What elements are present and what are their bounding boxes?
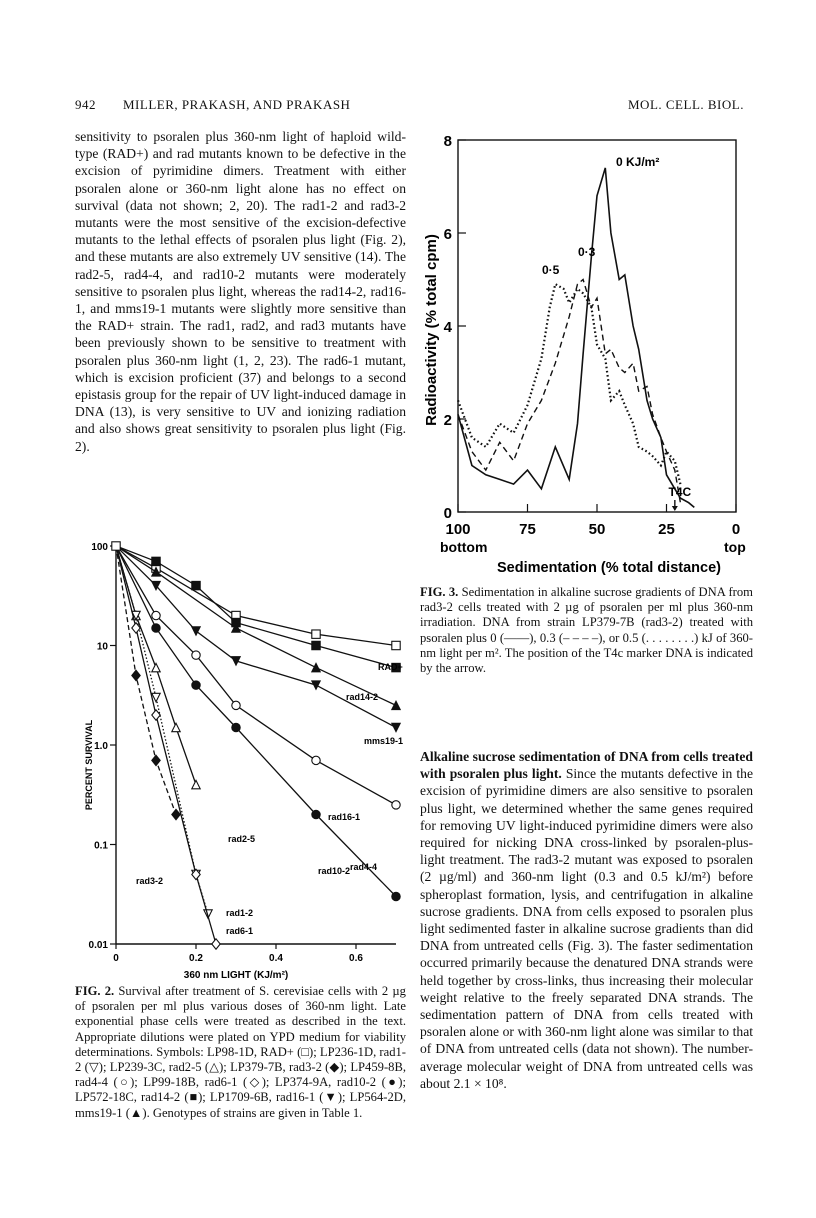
- fig2-label-rad10-2: rad10-2: [318, 866, 351, 876]
- fig3-x-end-top: top: [724, 539, 746, 555]
- fig2-x-tick-label: 0: [113, 953, 119, 964]
- fig2-marker-circle: [192, 681, 200, 689]
- fig3-x-axis-label: Sedimentation (% total distance): [497, 560, 721, 576]
- fig2-label-rad4-4: rad4-4: [350, 862, 378, 872]
- fig2-label-rad14-2: rad14-2: [346, 692, 379, 702]
- fig3-label-0: 0 KJ/m²: [616, 155, 660, 169]
- running-authors: MILLER, PRAKASH, AND PRAKASH: [123, 97, 351, 112]
- fig3-series-0: [458, 168, 694, 508]
- fig2-label-rad-plus: RAD+: [378, 662, 403, 672]
- fig3-x-tick-label: 50: [588, 521, 606, 538]
- fig2-marker-square: [192, 581, 200, 589]
- fig3-x-tick-label: 100: [445, 521, 471, 538]
- fig2-marker-circle: [232, 723, 240, 731]
- fig2-labels: [136, 662, 403, 936]
- fig2-x-tick-label: 0.4: [269, 953, 283, 964]
- fig3-curves: [458, 168, 694, 508]
- fig2-marker-diamond: [172, 809, 180, 819]
- fig2-y-tick-label: 100: [91, 542, 108, 553]
- fig3-x-tick-label: 75: [519, 521, 536, 538]
- fig2-x-axis-label: 360 nm LIGHT (KJ/m²): [183, 970, 289, 980]
- fig3-x-tick-label: 25: [658, 521, 675, 538]
- fig2-marker-square: [112, 542, 120, 550]
- page-number: 942: [75, 97, 96, 112]
- fig2-marker-triangle-down: [312, 681, 320, 689]
- fig2-caption-label: FIG. 2.: [75, 984, 115, 998]
- fig2-y-axis-label: PERCENT SURVIVAL: [84, 719, 94, 811]
- fig3-x-tick-label: 0: [731, 521, 741, 538]
- fig3-y-axis-label: Radioactivity (% total cpm): [423, 234, 440, 426]
- fig2-marker-triangle: [172, 723, 180, 731]
- fig2-marker-diamond: [212, 939, 220, 949]
- body-paragraph-right: [420, 748, 753, 1092]
- fig2-marker-circle: [152, 611, 160, 619]
- fig2-label-rad6-1: rad6-1: [226, 926, 254, 936]
- fig2-y-tick-label: 0.1: [94, 840, 108, 852]
- fig2-marker-square: [152, 557, 160, 565]
- fig2-marker-circle: [192, 651, 200, 659]
- fig2-marker-triangle: [192, 780, 200, 788]
- fig2-marker-diamond: [132, 670, 140, 680]
- fig3-label-1: 0·3: [578, 245, 596, 259]
- fig2-marker-circle: [392, 892, 400, 900]
- section-paragraph: Since the mutants defective in the excision of pyrimidine dimers are also sensitive to psoralen plus light, we determined whether the same genes required for removing UV light-induced pyrimidine dimers were also required for nicking DNA cross-linked by psoralen-plus-light treatment. The rad3-2 mutant was exposed to psoralen (2 µg/ml) and 360-nm light (0.3 and 0.5 kJ/m²) before spheroplast formation, lysis, and centrifugation in alkaline sucrose gradients. DNA from cells exposed to psoralen plus light sedimented faster in alkaline sucrose gradients than did DNA from untreated cells (Fig. 3). The faster sedimentation occurred primarily because the denatured DNA strands were held together by cross-links, thus increasing their molecular weight relative to the freely separated DNA strands. The sedimentation pattern of DNA from cells treated with psoralen alone or with 360-nm light alone was similar to that of DNA from untreated cells (data not shown). The number-average molecular weight of DNA from untreated cells was about 2.1 × 10⁸.: [420, 766, 753, 1091]
- journal-name: MOL. CELL. BIOL.: [628, 97, 744, 112]
- fig2-marker-triangle: [312, 663, 320, 671]
- fig3-caption: [420, 585, 753, 676]
- fig2-marker-circle: [232, 701, 240, 709]
- fig2-y-tick-label: 10: [96, 641, 108, 653]
- fig2-y-tick-label: 0.01: [88, 940, 108, 951]
- fig2-marker-square: [312, 641, 320, 649]
- fig2-curves: [112, 542, 400, 949]
- fig3-y-tick-label: 2: [443, 412, 452, 429]
- fig2-label-rad16-1: rad16-1: [328, 812, 361, 822]
- fig3-y-tick-label: 0: [443, 505, 452, 522]
- fig3-y-tick-label: 8: [443, 133, 452, 150]
- fig2-survival-chart: [78, 536, 408, 980]
- body-paragraph-left: sensitivity to psoralen plus 360-nm light of haploid wild-type (RAD+) and rad mutants known to be defective in the excision of pyrimidine dimers. Treatment with either psoralen alone or 360-nm light alone has no effect on survival (data not shown; 2, 20). The rad1-2 and rad3-2 mutants were the most sensitive of the excision-defective mutants to the lethal effects of psoralen plus light (Fig. 2), and these mutants are also extremely UV sensitive (14). The rad2-5, rad4-4, and rad10-2 mutants were moderately sensitive to psoralen plus light, whereas the rad14-2, rad16-1, and mms19-1 mutants were slightly more sensitive than the RAD+ strain. The rad1, rad2, and rad3 mutants have been previously shown to be sensitive to treatment with psoralen plus 360-nm light (1, 2, 23). The rad6-1 mutant, which is excision proficient (37) and belongs to a second epistasis group for the repair of UV light-induced damage in DNA (13), is very sensitive to UV and ionizing radiation and also shows great sensitivity to psoralen plus light (Fig. 2).: [75, 129, 406, 454]
- fig2-y-tick-label: 1.0: [94, 741, 108, 752]
- fig3-series-1: [458, 280, 680, 503]
- fig2-series-rad3-2: [116, 546, 176, 815]
- fig3-x-end-bottom: bottom: [440, 539, 488, 555]
- fig2-marker-triangle: [152, 663, 160, 671]
- fig2-marker-circle: [312, 756, 320, 764]
- fig2-marker-square: [392, 641, 400, 649]
- fig3-axes: [423, 133, 746, 576]
- fig2-marker-triangle-down: [232, 657, 240, 665]
- fig3-marker-arrowhead: [672, 506, 678, 511]
- fig2-x-tick-label: 0.2: [189, 953, 203, 964]
- fig3-sedimentation-chart: [418, 128, 758, 578]
- fig3-y-tick-label: 6: [443, 226, 452, 243]
- fig2-marker-square: [312, 630, 320, 638]
- fig2-label-rad3-2: rad3-2: [136, 876, 164, 886]
- fig2-caption-text: Survival after treatment of S. cerevisiae cells with 2 µg of psoralen per ml plus various doses of 360-nm light. Late exponential phase cells were treated as described in the text. Appropriate dilutions were plated on YPD medium for viability determinations. Symbols: LP98-1D, RAD+ (□); LP236-1D, rad1-2 (▽); LP239-3C, rad2-5 (△); LP379-7B, rad3-2 (◆); LP459-8B, rad4-4 (○); LP99-18B, rad6-1 (◇); LP374-9A, rad10-2 (●); LP572-18C, rad14-2 (■); LP1709-6B, rad16-1 (▼); LP564-2D, mms19-1 (▲). Genotypes of strains are given in Table 1.: [75, 984, 406, 1120]
- fig3-caption-text: Sedimentation in alkaline sucrose gradients of DNA from rad3-2 cells treated with 2 µg of psoralen per ml plus 360-nm irradiation. DNA from strain LP379-7B (rad3-2) treated with psoralen plus 0 (——), 0.3 (– – – –), or 0.5 (. . . . . . . .) kJ of 360-nm light per m². The position of the T4c marker DNA is indicated by the arrow.: [420, 585, 753, 676]
- fig2-marker-circle: [152, 624, 160, 632]
- fig2-marker-circle: [312, 810, 320, 818]
- fig3-y-tick-label: 4: [443, 319, 452, 336]
- fig2-caption: [75, 984, 406, 1121]
- fig2-marker-triangle-down: [392, 723, 400, 731]
- fig2-label-rad1-2: rad1-2: [226, 908, 254, 918]
- fig2-x-tick-label: 0.6: [349, 953, 363, 964]
- fig2-label-mms19-1: mms19-1: [364, 736, 404, 746]
- section-heading: Alkaline sucrose sedimentation of DNA from cells treated with psoralen plus light.: [420, 749, 753, 782]
- fig2-marker-triangle: [392, 701, 400, 709]
- fig2-marker-diamond: [152, 755, 160, 765]
- fig2-series-rad6-1: [116, 546, 216, 944]
- fig3-marker-label: T4C: [668, 485, 692, 499]
- fig2-marker-circle: [392, 801, 400, 809]
- fig2-label-rad2-5: rad2-5: [228, 834, 256, 844]
- fig2-marker-diamond: [152, 710, 160, 720]
- fig3-label-2: 0·5: [542, 263, 560, 277]
- fig3-caption-label: FIG. 3.: [420, 585, 459, 599]
